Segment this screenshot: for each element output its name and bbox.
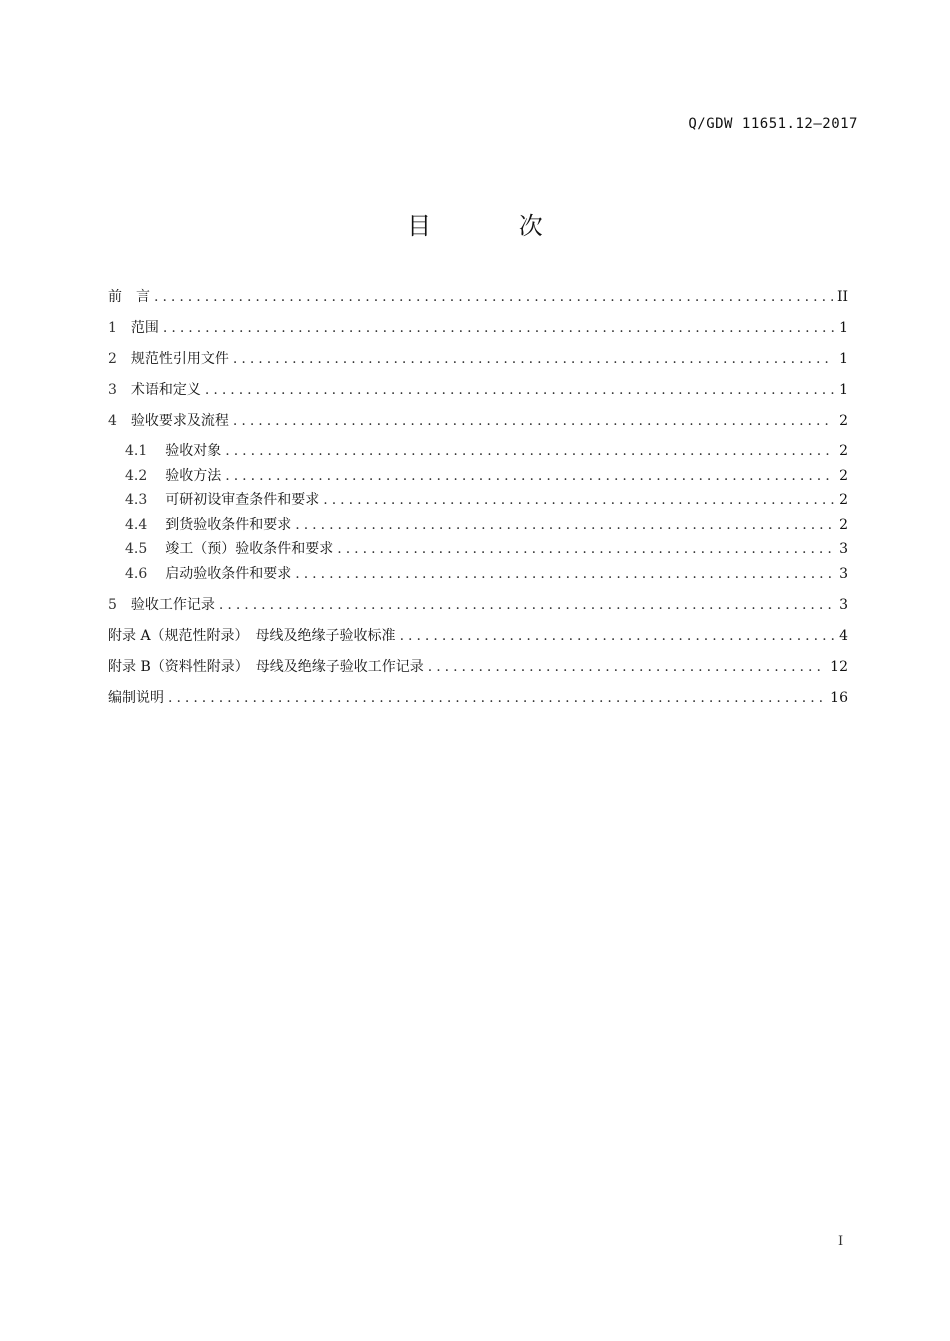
toc-entry-terms-definitions[interactable] (108, 377, 848, 408)
toc-entry-number: 4.6 (125, 565, 148, 582)
toc-entry-number: 3 (108, 382, 117, 398)
toc-entry-number: 4.4 (125, 516, 148, 533)
toc-leader-dots (295, 562, 834, 586)
toc-subentry-4-1[interactable] (108, 439, 848, 464)
toc-entry-number: 4.3 (125, 492, 148, 508)
document-code: Q/GDW 11651.12—2017 (688, 116, 858, 132)
toc-leader-dots (168, 685, 826, 711)
toc-entry-number: 4.5 (125, 541, 148, 557)
toc-entry-page: 1 (839, 320, 848, 336)
toc-subentry-4-4[interactable] (108, 513, 848, 538)
toc-title: 目 次 (407, 212, 583, 240)
toc-entry-page: 1 (839, 351, 848, 367)
toc-entry-label: 编制说明 (108, 690, 164, 706)
toc-entry-page: 1 (839, 382, 848, 398)
toc-entry-label: 验收方法 (165, 467, 222, 484)
toc-leader-dots (295, 513, 834, 537)
table-of-contents (108, 284, 848, 716)
toc-leader-dots (400, 623, 834, 649)
toc-subentry-4-5[interactable] (108, 537, 848, 562)
toc-entry-page: 4 (839, 628, 848, 644)
toc-leader-dots (225, 439, 834, 463)
toc-entry-page: 3 (839, 597, 848, 613)
toc-entry-page: 2 (839, 492, 848, 508)
toc-entry-acceptance-requirements[interactable] (108, 408, 848, 439)
toc-entry-label: 验收要求及流程 (130, 413, 229, 429)
toc-entry-page: 2 (839, 467, 848, 484)
toc-entry-page: 12 (830, 659, 848, 675)
toc-subentry-4-6[interactable] (108, 562, 848, 587)
toc-entry-label: 规范性引用文件 (130, 351, 229, 367)
toc-entry-label: 附录 B（资料性附录） 母线及绝缘子验收工作记录 (108, 659, 424, 675)
toc-entry-page: 3 (839, 541, 848, 557)
toc-entry-appendix-b[interactable] (108, 654, 848, 685)
toc-entry-number: 2 (108, 351, 117, 367)
toc-entry-page: 2 (839, 516, 848, 533)
toc-entry-number: 1 (108, 320, 117, 336)
toc-entry-label: 前 言 (108, 289, 150, 305)
toc-entry-label: 可研初设审查条件和要求 (165, 492, 320, 508)
toc-subentry-4-3[interactable] (108, 488, 848, 513)
toc-entry-label: 附录 A（规范性附录） 母线及绝缘子验收标准 (108, 628, 396, 644)
toc-entry-page: 3 (839, 565, 848, 582)
toc-entry-foreword[interactable] (108, 284, 848, 315)
toc-entry-label: 范围 (130, 320, 159, 336)
toc-entry-label: 验收对象 (165, 443, 222, 459)
toc-entry-number: 4 (108, 413, 117, 429)
toc-leader-dots (428, 654, 826, 680)
toc-entry-page: II (836, 289, 848, 305)
toc-entry-label: 竣工（预）验收条件和要求 (165, 541, 334, 557)
toc-subentry-4-2[interactable] (108, 464, 848, 489)
toc-entry-number: 5 (108, 597, 117, 613)
toc-leader-dots (323, 488, 834, 512)
toc-entry-normative-references[interactable] (108, 346, 848, 377)
toc-entry-page: 16 (830, 690, 848, 706)
toc-entry-label: 验收工作记录 (130, 597, 215, 613)
toc-leader-dots (233, 408, 834, 434)
toc-leader-dots (233, 346, 834, 372)
toc-entry-acceptance-records[interactable] (108, 592, 848, 623)
toc-leader-dots (219, 592, 834, 618)
toc-entry-appendix-a[interactable] (108, 623, 848, 654)
toc-leader-dots (337, 537, 834, 561)
toc-entry-label: 启动验收条件和要求 (165, 565, 292, 582)
toc-leader-dots (205, 377, 834, 403)
toc-entry-compilation-notes[interactable] (108, 685, 848, 716)
toc-leader-dots (154, 284, 833, 310)
toc-entry-number: 4.1 (125, 443, 148, 459)
toc-entry-number: 4.2 (125, 467, 148, 484)
toc-leader-dots (225, 464, 834, 488)
toc-entry-label: 到货验收条件和要求 (165, 516, 292, 533)
toc-entry-page: 2 (839, 443, 848, 459)
toc-entry-page: 2 (839, 413, 848, 429)
toc-entry-label: 术语和定义 (130, 382, 201, 398)
toc-entry-scope[interactable] (108, 315, 848, 346)
toc-leader-dots (163, 315, 834, 341)
page-number: I (838, 1234, 844, 1249)
